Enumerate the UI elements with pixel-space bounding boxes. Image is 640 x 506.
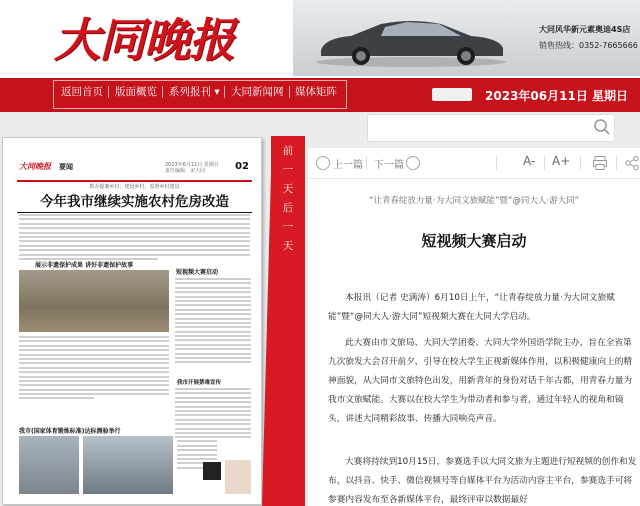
ad-title: 大同风华新元素奥迪4S店 [539,25,631,34]
article-toolbar [308,148,640,179]
story-heading[interactable]: 我市(国家体育锻炼标准)达标测验举行 [19,428,121,435]
toolbar-divider [496,156,497,170]
story-heading[interactable]: 展示非遗保护成果 讲好非遗保护故事 [35,262,134,269]
nav-media-matrix[interactable]: 媒体矩阵 [295,86,337,98]
article-headline: 短视频大赛启动 [421,232,527,250]
newspaper-page [17,160,252,496]
nav-datong-news[interactable]: 大同新闻网 [231,86,284,98]
nav-divider [162,86,163,98]
ad-banner[interactable] [293,0,640,76]
print-icon[interactable] [592,155,608,171]
sports-photo [19,436,79,494]
next-article-icon[interactable] [406,156,420,170]
text-block [175,388,251,441]
article-paragraph: 此大赛由市文旅局、大同大学团委、大同大学外国语学院主办，旨在全省第九次旅发大会召开前夕，引导在校大学生正视新媒体作用，以积极健康向上的精神面貌，从大同市文旅特色出发，用新青年的身份对话千年古都，用青春力量为我市文旅赋能。大赛以在校大学生为带动者和参与者，通过年轻人的视角和镜头，讲述大同精彩故事、传播大同响亮声音。 [328,338,633,424]
nav-layout-overview[interactable]: 版面概览 [115,86,157,98]
newspaper-logo: 大同晚报 [19,162,51,171]
day-nav-tab [271,136,305,506]
nav-divider [289,86,290,98]
nav-home[interactable]: 返回首页 [61,86,103,98]
sports-photo [83,436,173,494]
newspaper-subhead: 数办提案乡村、建设乡村、监督乡村建设 [89,184,180,190]
newspaper-section: 要闻 [59,163,73,171]
nav-series-papers[interactable]: 系列报刊 ▾ [169,86,220,98]
nav-divider [108,86,109,98]
article-paragraph: 本报讯（记者 史满涛）6月10日上午，“让青春绽放力量·为大同文旅赋能”暨“@同大人·游大同”短视频大赛在大同大学启动。 [328,293,615,322]
ad-phone: 销售热线：0352-7665666 [539,41,638,50]
newspaper-page-thumbnail[interactable] [2,137,262,505]
nav-divider [224,86,225,98]
newspaper-page-number: 02 [235,161,249,172]
current-date: 2023年06月11日 星期日 [485,89,628,103]
font-larger-button[interactable]: A+ [552,154,571,168]
share-icon[interactable] [624,155,640,171]
site-header [0,0,640,78]
newspaper-masthead [17,160,252,182]
font-smaller-button[interactable]: A- [523,154,536,168]
toolbar-divider [544,156,545,170]
story-heading[interactable]: 短视频大赛启动 [176,269,219,276]
site-logo[interactable]: 大同晚报 [54,13,234,67]
article-kicker: “让青春绽放力量·为大同文旅赋能”暨“@同大人·游大同” [368,196,580,206]
toolbar-divider [580,156,581,170]
text-block [19,336,169,402]
article-panel [308,148,640,506]
search-icon[interactable] [593,118,611,136]
qr-code [203,462,221,480]
prev-article-icon[interactable] [316,156,330,170]
search-input[interactable] [367,114,615,142]
story-heading[interactable]: 我市开展禁毒宣传 [177,380,222,386]
day-nav-label[interactable]: 前一天 后一天 [282,145,294,252]
article-paragraph: 大赛将持续到10月15日，参赛选手以大同文旅为主题进行短视频的创作和发布，以抖音、快手、微信视频号等自媒体平台为活动内容主平台，参赛选手可将参赛内容发布至各新媒体平台，最终评审以数据最好 [328,457,637,505]
ad-thumbnail [225,460,251,494]
newspaper-meta: 2023年6月11日 星期日 责任编辑：宋大同 [165,162,219,174]
text-block [19,214,250,262]
toolbar-divider [366,156,367,170]
newspaper-headline[interactable]: 今年我市继续实施农村危房改造 [17,190,252,213]
car-image [311,12,511,68]
next-article-button[interactable]: 下一篇 [374,160,404,171]
nav-bar [0,78,640,112]
date-picker[interactable] [432,88,472,101]
toolbar-divider [616,156,617,170]
heritage-photo [19,270,169,332]
prev-article-button[interactable]: 上一篇 [333,160,363,171]
text-block [175,278,251,366]
